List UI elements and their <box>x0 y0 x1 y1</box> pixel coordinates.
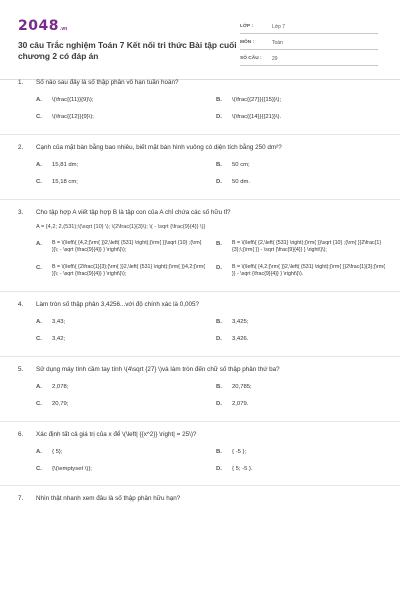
option-text: 2,079. <box>232 401 249 408</box>
answer-option[interactable] <box>36 335 206 343</box>
option-letter: B. <box>216 161 222 168</box>
option-letter: C. <box>36 336 42 343</box>
option-text: 3,43; <box>52 319 66 325</box>
option-text: \(\frac{{12}}{9}\); <box>52 114 94 121</box>
question-text: Cạnh của mặt bàn bằng bao nhiêu, biết mặt bàn hình vuông có diện tích bằng 250 dm²? <box>36 143 282 151</box>
answer-option[interactable] <box>216 264 386 279</box>
meta-row-grade <box>240 20 378 34</box>
answer-option[interactable] <box>36 318 206 326</box>
question-number: 1. <box>18 79 24 86</box>
option-text: 20,79; <box>52 401 69 408</box>
question-item <box>18 78 386 122</box>
answer-option[interactable] <box>216 318 386 326</box>
option-letter: C. <box>36 114 42 121</box>
option-letter: A. <box>36 97 42 103</box>
meta-key: SỐ CÂU : <box>240 56 262 61</box>
answer-options <box>18 383 386 409</box>
meta-value: 29 <box>272 55 278 62</box>
option-text: {\(\emptyset \)}; <box>52 466 92 473</box>
option-text: \(\frac{{14}}{{21}}\). <box>232 114 282 121</box>
option-letter: D. <box>216 466 222 473</box>
site-logo[interactable] <box>18 14 67 34</box>
answer-option[interactable] <box>216 335 386 343</box>
option-text: { -5 }; <box>232 448 247 455</box>
option-letter: C. <box>36 401 42 408</box>
question-header <box>18 300 386 309</box>
document-title: 30 câu Trắc nghiệm Toán 7 Kết nối tri thức Bài tập cuối chương 2 có đáp án <box>18 40 237 61</box>
option-text: \(\frac{{11}}{9}\); <box>52 97 94 103</box>
question-divider <box>0 356 400 357</box>
option-letter: D. <box>216 401 222 408</box>
question-text: Nhìn thật nhanh xem đâu là số thập phân hữu hạn? <box>36 495 181 503</box>
answer-option[interactable] <box>216 465 386 473</box>
option-letter: B. <box>216 240 222 247</box>
option-letter: C. <box>36 466 42 473</box>
option-letter: A. <box>36 240 42 247</box>
option-letter: A. <box>36 161 42 168</box>
meta-value: Toán <box>272 39 283 46</box>
meta-row-subject <box>240 36 378 50</box>
answer-option[interactable] <box>216 161 386 169</box>
option-letter: D. <box>216 179 222 186</box>
question-number: 5. <box>18 365 24 373</box>
question-text: Làm tròn số thập phân 3,4256...với độ chính xác là 0,005? <box>36 301 200 308</box>
question-number: 7. <box>18 495 24 503</box>
answer-options <box>18 240 386 279</box>
question-divider <box>0 485 400 486</box>
question-text: Sử dụng máy tính cầm tay tính \(4\sqrt {27} \)và làm tròn đến chữ số thập phân thứ ba? <box>36 365 280 373</box>
meta-key: LỚP : <box>240 24 254 29</box>
option-letter: A. <box>36 319 42 325</box>
option-text: 3,425; <box>232 319 249 325</box>
question-list <box>18 78 386 503</box>
option-text: 3,426. <box>232 336 249 343</box>
meta-key: MÔN : <box>240 40 255 45</box>
option-text: 3,42; <box>52 336 66 343</box>
document-header <box>18 10 382 80</box>
question-item <box>18 300 386 344</box>
option-letter: A. <box>36 383 42 390</box>
option-letter: C. <box>36 179 42 186</box>
option-letter: B. <box>216 97 222 103</box>
question-divider <box>0 291 400 292</box>
answer-option[interactable] <box>36 448 206 456</box>
answer-option[interactable] <box>216 178 386 186</box>
option-text: 20,785; <box>232 383 252 390</box>
answer-option[interactable] <box>216 113 386 121</box>
answer-option[interactable] <box>36 161 206 169</box>
question-number: 6. <box>18 430 24 438</box>
question-text: Xác định tất cả giá trị của x để \(\left| {{x^2}} \right| = 25\)? <box>36 430 197 438</box>
option-letter: B. <box>216 448 222 455</box>
question-set-definition: A = {4,2; 2,(531);\(\sqrt {10} \); \(2\frac{1}{3}\); \( - \sqrt {\frac{9}{4}} \)} <box>36 223 206 230</box>
question-header <box>18 494 386 503</box>
option-letter: D. <box>216 264 222 271</box>
answer-options <box>18 448 386 474</box>
answer-option[interactable] <box>216 400 386 408</box>
option-letter: B. <box>216 319 222 325</box>
question-header <box>18 430 386 439</box>
option-text: { 5; -5 }. <box>232 466 253 473</box>
question-item <box>18 494 386 503</box>
option-text: 50 dm. <box>232 179 251 186</box>
answer-option[interactable] <box>216 96 386 104</box>
option-text: \(\frac{{27}}{{15}}\); <box>232 97 282 103</box>
document-meta <box>240 20 378 66</box>
option-text: B = \(\left\{ {2\frac{1}{3};{\rm{ }}2,\left( {531} \right);{\rm{ }}4,2;{\rm{ }}\; - \sqrt {\frac{9}{4}} } \right\}\); <box>52 263 205 278</box>
question-item <box>18 430 386 474</box>
answer-option[interactable] <box>36 178 206 186</box>
option-letter: D. <box>216 114 222 121</box>
answer-options <box>18 318 386 344</box>
option-text: B = \(\left\{ {4,2;{\rm{ }}2,\left( {531} \right);{\rm{ }}2\frac{1}{3};{\rm{ }} - \sqrt {\frac{9}{4}} } \right\}\). <box>232 263 385 278</box>
option-text: { 5}; <box>52 448 63 455</box>
meta-row-question-count <box>240 52 378 66</box>
option-text: B = \(\left\{ {2,\left( {531} \right);{\rm{ }}\sqrt {10} ;{\rm{ }}2\frac{1}{3};\;{\rm{ }} - \sqrt {\frac{9}{4}} } \right\}\); <box>232 239 382 254</box>
question-header <box>18 78 386 87</box>
option-text: 15,18 cm; <box>52 179 78 186</box>
logo-suffix: .vn <box>59 26 68 32</box>
option-text: B = \(\left\{ {4,2;{\rm{ }}2,\left( {531} \right);{\rm{ }}\sqrt {10} ;{\rm{ }}\; - \sqrt {\frac{9}{4}} } \right\}\); <box>52 239 202 254</box>
answer-options <box>18 161 386 187</box>
answer-option[interactable] <box>36 113 206 121</box>
option-letter: B. <box>216 383 222 390</box>
answer-option[interactable] <box>216 448 386 456</box>
answer-option[interactable] <box>36 400 206 408</box>
option-letter: C. <box>36 264 42 271</box>
question-divider <box>0 199 400 200</box>
question-item <box>18 143 386 187</box>
question-divider <box>0 421 400 422</box>
option-letter: A. <box>36 448 42 455</box>
question-number: 4. <box>18 301 24 308</box>
question-number: 2. <box>18 143 24 151</box>
question-header <box>18 143 386 152</box>
logo-text: 2048 <box>18 18 59 34</box>
option-text: 2,078; <box>52 383 69 390</box>
answer-option[interactable] <box>36 264 206 279</box>
question-number: 3. <box>18 208 24 216</box>
answer-option[interactable] <box>216 383 386 391</box>
question-text: Số nào sau đây là số thập phân vô hạn tuần hoàn? <box>36 79 179 86</box>
answer-option[interactable] <box>36 383 206 391</box>
answer-option[interactable] <box>216 240 386 255</box>
question-item <box>18 208 386 279</box>
question-header <box>18 208 386 217</box>
answer-options <box>18 96 386 122</box>
option-text: 15,81 dm; <box>52 161 79 168</box>
option-letter: D. <box>216 336 222 343</box>
answer-option[interactable] <box>36 96 206 104</box>
meta-value: Lớp 7 <box>272 23 286 30</box>
question-item <box>18 365 386 409</box>
answer-option[interactable] <box>36 240 206 255</box>
option-text: 50 cm; <box>232 161 250 168</box>
question-text: Cho tập hợp A viết tập hợp B là tập con của A chỉ chứa các số hữu tỉ? <box>36 208 231 216</box>
answer-option[interactable] <box>36 465 206 473</box>
question-divider <box>0 134 400 135</box>
question-header <box>18 365 386 374</box>
